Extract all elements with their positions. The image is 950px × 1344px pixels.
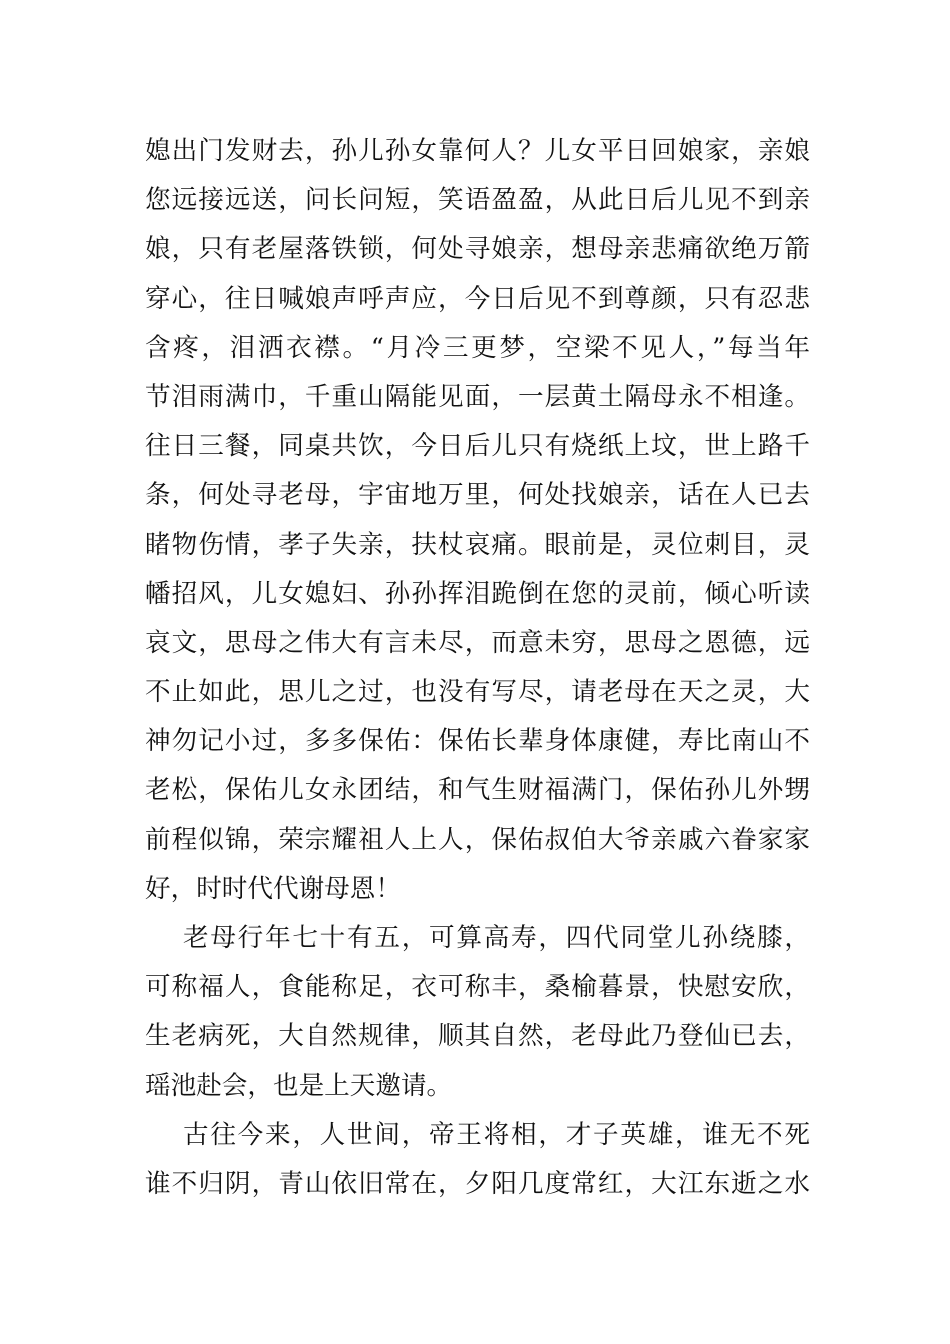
text-line: 可称福人，食能称足，衣可称丰，桑榆暮景，快慰安欣， [145, 972, 810, 1003]
text-line: 媳出门发财去，孙儿孙女靠何人？儿女平日回娘家，亲娘 [145, 136, 810, 166]
text-line: 生老病死，大自然规律，顺其自然，老母此乃登仙已去， [145, 1021, 810, 1052]
text-line: 好，时时代代谢母恩！ [145, 873, 401, 904]
text-line: 含疼，泪洒衣襟。“月冷三更梦，空梁不见人，”每当年 [145, 332, 810, 363]
text-line: 您远接远送，问长问短，笑语盈盈，从此日后儿见不到亲 [145, 185, 810, 216]
text-line: 节泪雨满巾，千重山隔能见面，一层黄土隔母永不相逢。 [145, 381, 810, 412]
text-line: 哀文，思母之伟大有言未尽，而意未穷，思母之恩德，远 [145, 627, 810, 658]
text-line: 穿心，往日喊娘声呼声应，今日后见不到尊颜，只有忍悲 [145, 283, 810, 314]
text-line: 前程似锦，荣宗耀祖人上人，保佑叔伯大爷亲戚六眷家家 [145, 824, 810, 855]
text-line: 瑶池赴会，也是上天邀请。 [145, 1070, 453, 1101]
text-line: 古往今来，人世间，帝王将相，才子英雄，谁无不死 [183, 1119, 810, 1150]
paragraph-1 [145, 127, 810, 914]
text-line: 幡招风，儿女媳妇、孙孙挥泪跪倒在您的灵前，倾心听读 [145, 578, 810, 609]
text-line: 谁不归阴，青山依旧常在，夕阳几度常红，大江东逝之水 [145, 1168, 810, 1199]
text-line: 神勿记小过，多多保佑：保佑长辈身体康健，寿比南山不 [145, 726, 810, 757]
paragraph-2 [145, 914, 810, 1111]
text-line: 老母行年七十有五，可算高寿，四代同堂儿孙绕膝， [183, 923, 810, 953]
text-line: 不止如此，思儿之过，也没有写尽，请老母在天之灵，大 [145, 677, 810, 708]
document-body [145, 127, 810, 1209]
text-line: 老松，保佑儿女永团结，和气生财福满门，保佑孙儿外甥 [145, 775, 810, 806]
paragraph-3 [145, 1111, 810, 1209]
text-line: 娘，只有老屋落铁锁，何处寻娘亲，想母亲悲痛欲绝万箭 [145, 234, 810, 265]
text-line: 条，何处寻老母，宇宙地万里，何处找娘亲，话在人已去 [145, 480, 810, 511]
text-line: 往日三餐，同桌共饮，今日后儿只有烧纸上坟，世上路千 [145, 431, 810, 462]
text-line: 睹物伤情，孝子失亲，扶杖哀痛。眼前是，灵位刺目，灵 [145, 529, 810, 560]
